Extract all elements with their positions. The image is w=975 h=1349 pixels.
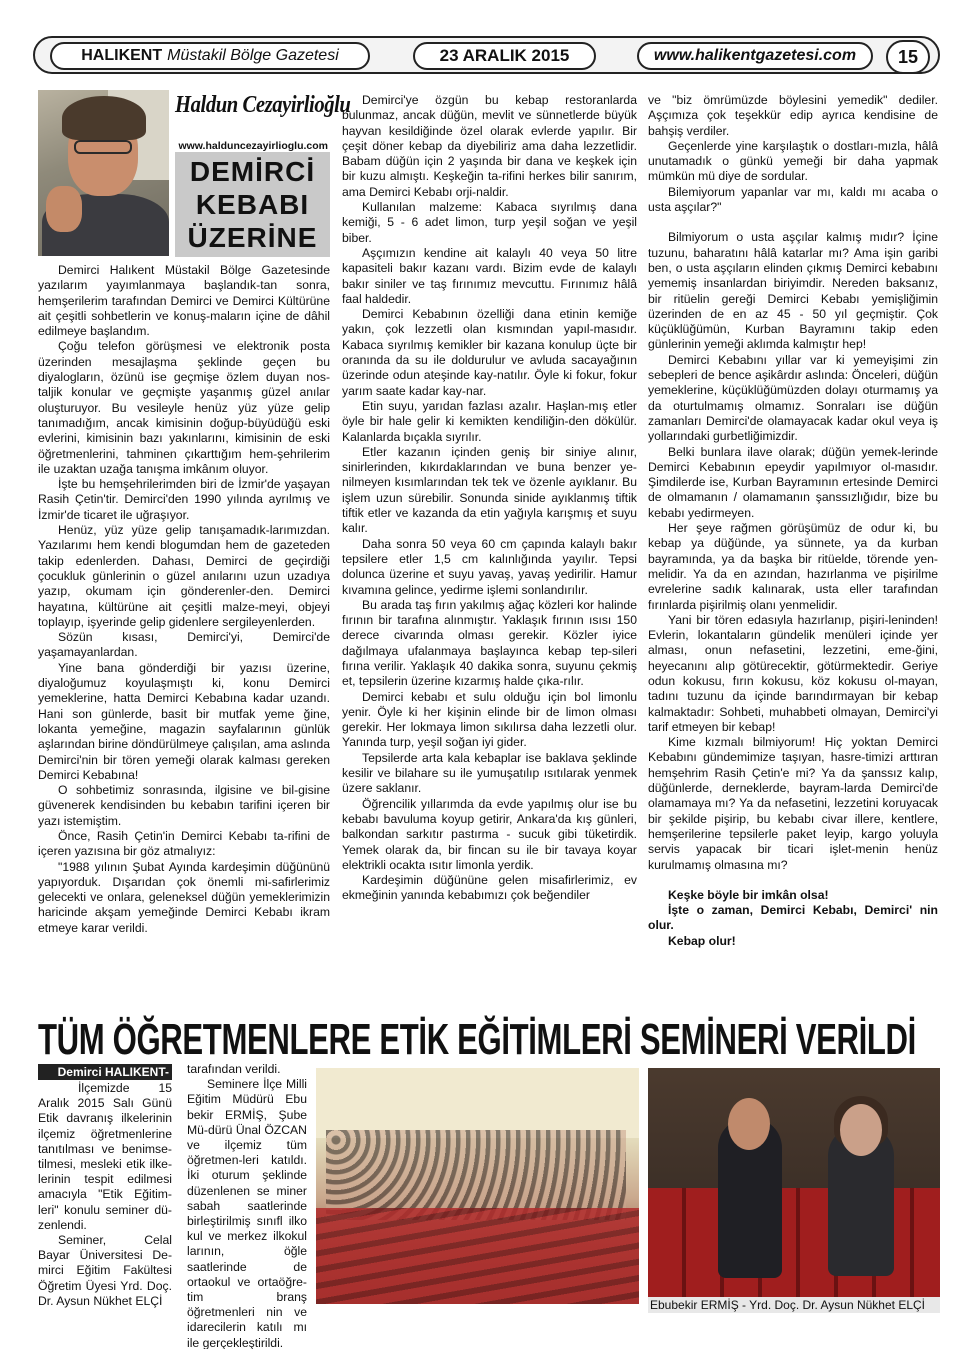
- paragraph: "1988 yılının Şubat Ayında kardeşimin düğününü yapıyorduk. Dışarıdan çok önemli mi-safirlerimiz gelecekti ve onlara, geleneksel düğün yemeklerimizin haricinde akşam yemeğinde Demirci Kebabı ikram etmeye karar verildi.: [38, 859, 330, 935]
- paragraph: Her şeye rağmen görüşümüz de odur ki, bu kebap ya düğünde, ya sünnete, ya da kurban bayramında, ya da başka bir ritüelde, törende yen-melidir. Ya da en azından, hazırlanma ve pişirilme evrelerine sadık kalınarak, usta eller tarafından fırınlarda pişirilmiş olanı yenmelidir.: [648, 521, 938, 612]
- paragraph: Geçenlerde yine karşılaştık o dostları-mızla, hâlâ unutamadık o günkü yemeği bir daha yapmak mümkün mü diye de sordular.: [648, 138, 938, 184]
- paragraph: Aşçımızın kendine ait kalaylı 40 veya 50 litre kapasiteli bakır kazanı vardı. Bizim evde de kalaylı bakır siniler ve taş fırınımız mevcuttu. Fırınımız hâlâ faal haldedir.: [342, 245, 637, 306]
- paragraph: Demirci Kebabını yıllar var ki yemeyişimi zin sebepleri de bence aşikârdır aslında: Önceleri, düğün yemeklerine, küçüklüğümüzden dolayı oturmamış ya da oturtulmamış olmamız. Sonraları ise düğün zamanları Demirci'de olamayacak kadar okul veya iş yollarındaki gurbetliğimizdir.: [648, 352, 938, 444]
- paragraph: Demirci kebabı et sulu olduğu için bol limonlu yenir. Öyle ki her kişinin elinde bir de limon olması gerekir. Her lokmaya limon sıkılırsa daha lezzetli olur. Yanında turp, yeşil soğan iyi gider.: [342, 689, 637, 750]
- news-column-1: [38, 1081, 172, 1309]
- issue-date: 23 ARALIK 2015: [413, 42, 596, 70]
- paragraph: Belki bunlara ilave olarak; düğün yemek-lerinde Demirci Kebabının epeydir yapılmıyor ol-masıdır. Şimdilerde ise, Kurban Bayramının ertesinde Demirci de olmamanın / olamamanın şanssızlığıdır, bize bu kebabı yedirmeyen.: [648, 444, 938, 520]
- news-headline: TÜM ÖĞRETMENLERE ETİK EĞİTİMLERİ SEMİNERİ VERİLDİ: [38, 1015, 916, 1064]
- article-column-3: [648, 93, 938, 949]
- paragraph: Öğrencilik yıllarımda da evde yapılmış olur ise bu kebabı bavuluma koyup getirir, Ankara'da kış günleri, balkondan sarkıtır pastırma - sucuk gibi tüketirdik. Yemek olarak da, bir fincan su ile bir tavaya koyar elektrikli ocakta ısıtır limonla yerdik.: [342, 796, 637, 872]
- author-name: Haldun Cezayirlioğlu: [175, 92, 351, 118]
- paragraph: Seminere İlçe Milli Eğitim Müdürü Ebu bekir ERMİŞ, Şube Mü-dürü Ünal ÖZCAN ve ilçemiz tüm öğretmen-leri katıldı. İki oturum şeklinde düzenlenen se miner sabah saatlerinde birleştirilmiş sınıfl ilko kul ve merkez ilkokul larının, öğle saatlerinde de ortaokul ve ortaöğre-tim branş öğretmenleri nin ve idarecilerin katılı mı ile gerçekleştirildi.: [187, 1077, 307, 1349]
- officials-photo: [648, 1068, 940, 1308]
- newspaper-website: www.halikentgazetesi.com: [637, 42, 873, 70]
- paragraph: Kullanılan malzeme: Kabaca sıyrılmış dana kemiği, 5 - 6 adet limon, turp yeşil soğan ve yeşil biber.: [342, 200, 637, 245]
- page-number: 15: [886, 40, 930, 74]
- paragraph: Kime kızmalı bilmiyorum! Hiç yoktan Demirci Kebabını gündemimize taşıyan, hasre-timizi arttıran hemşehrim Rasih Çetin'e mi? Ya da şanssız kalıp, düğünlerde, derneklerde, bayram-larda Demirci'de olamamaya mı? Ya da nefasetini, lezzetini koruyacak bir şekilde pişirip, bu kebabı civar illere, kentlere, hemşerilerine tepsilerle paket leyip, kargo yoluyla servis yapacak bir ticari işlet-menin henüz kurulmamış olmasına mı?: [648, 735, 938, 872]
- paragraph: Sözün kısası, Demirci'yi, Demirci'de yaşamayanlardan.: [38, 630, 330, 660]
- paragraph: Etin suyu, yarıdan fazlası azalır. Haşlan-mış etler öyle bir hale gelir ki kemikten kendiliğin-den dökülür. Kalanlarda bıçakla sıyrılır.: [342, 398, 637, 444]
- paragraph: Bilemiyorum yapanlar var mı, kaldı mı acaba o usta aşçılar?": [648, 184, 938, 215]
- paragraph: Kardeşimin düğününe gelen misafirlerimiz, ev ekmeğinin yanında kebabımızı çok beğendiler: [342, 873, 637, 903]
- paragraph: Daha sonra 50 veya 60 cm çapında kalaylı bakır tepsilere etler 1,5 cm kalınlığında yayılır. Tepsi dolunca üzerine et suyu yavaş, yavaş yedirilir. Hamur kıvamına gelince, yedirme işlemi sonlandırılır.: [342, 536, 637, 597]
- author-website: www.halduncezayirlioglu.com: [178, 140, 328, 152]
- paragraph: Tepsilerde arta kala kebaplar ise baklava şeklinde kesilir ve bilahare su ile yumuşatılıp ısıtılarak yenmek üzere saklanır.: [342, 750, 637, 796]
- paragraph: Demirci Halıkent Müstakil Bölge Gazetesinde yazılarım yayımlanmaya başlandık-tan sonra, hemşerilerim tarafından Demirci ve Demirci Kültürüne ait çeşitli sohbetlerin ve konuş-maların içine de dâhil edilmeye başlandım.: [38, 263, 330, 339]
- news-column-2: [187, 1062, 307, 1349]
- paragraph: İşte bu hemşehrilerimden biri de İzmir'de yaşayan Rasih Çetin'tir. Demirci'den 1990 yılında ayrılmış ve İzmir'de ticaret ile uğraşıyor.: [38, 477, 330, 522]
- newspaper-name: HALIKENT: [81, 47, 163, 64]
- closing-line: İşte o zaman, Demirci Kebabı, Demirci' nin olur.: [648, 903, 938, 933]
- paragraph: Yine bana gönderdiği bir yazısı üzerine, diyaloğumuz koyulaşmıştı ki, konu Demirci yemeklerine, hatta Demirci Kebabına kadar uzandı. Hani son günlerde, basit bir mutfak yeme ğine, lokanta yemeğine, magazin sayfalarının günlük aşlarından birine döndürülmeye çalışılan, ama aslında Demirci'nin bir tören yemeği olarak kalması gereken Demirci Kebabına!: [38, 660, 330, 782]
- paragraph: Henüz, yüz yüze gelip tanışamadık-larımızdan. Yazılarımı hem kendi blogumdan hem de gazeteden takip edenlerden. Dahası, Demirci de geçirdiği çocukluk günlerinin o güzel anılarını uzun uzadıya yazıp, okumam için gönderenler-den. Demirci hayatına, kültürüne ait çeşitli malze-meyi, objeyi toplayıp, işyerinde gelip gidenlere sergileyenlerden.: [38, 523, 330, 629]
- paragraph: Yani bir tören edasıyla hazırlanıp, pişiri-leninden! Evlerin, lokantaların gündelik menüleri içinde yer alması, onun nefasetini, lezzetini, eme-ğini, heyecanını alıp götürecektir, götürmektedir. Geriye odun kokusu, fırın kokusu, köz kokusu ol-mayan, tadını tuzunu da içinde barındırmayan bir kebap kalmaktadır: Sohbeti, muhabbeti olmayan, Demirci'yi tarif etmeyen bir kebap!: [648, 612, 938, 734]
- paragraph: ve "biz ömrümüzde böylesini yemedik" dediler. Aşçımıza çok teşekkür edip ayrıca kendisine de bahşiş verdiler.: [648, 93, 938, 138]
- paragraph: Bu arada taş fırın yakılmış ağaç közleri kor halinde fırının bir tarafına alınmıştır. Yaklaşık fırının ısısı 150 derece civarında olması gerekir. Közler iyice dağılmaya ufalanmaya başlayınca kebap tep-sileri fırına verilir. Yaklaşık 40 dakika sonra, suyunu çekmiş et, tepsilerin üzerine kızarmış halde çıka-rılır.: [342, 597, 637, 689]
- author-photo: [38, 90, 169, 256]
- paragraph: İlçemizde 15 Aralık 2015 Salı Günü Etik davranış ilkelerinin ilçemiz öğretmenlerine tanıtılması ve benimse-tilmesi, mesleki etik ilke-lerinin tespit edilmesi amacıyla "Etik Eğitim-leri" konulu seminer dü-zenlendi.: [38, 1081, 172, 1232]
- article-title-line: DEMİRCİ: [189, 156, 316, 187]
- paragraph: tarafından verildi.: [187, 1062, 281, 1076]
- closing-line: Kebap olur!: [668, 933, 736, 948]
- article-title-line: ÜZERİNE: [187, 222, 318, 253]
- newspaper-subtitle: Müstakil Bölge Gazetesi: [167, 47, 339, 64]
- paragraph: Seminer, Celal Bayar Üniversitesi De-mirci Eğitim Fakültesi Öğretim Üyesi Yrd. Doç. Dr. Aysun Nükhet ELÇİ: [38, 1233, 172, 1308]
- seminar-audience-photo: [316, 1068, 639, 1304]
- closing-line: Keşke böyle bir imkân olsa!: [668, 887, 829, 902]
- paragraph: Etler kazanın içinden geniş bir siniye alınır, sinirlerinden, kıkırdaklarından ve buna benzer ye-nilmeyen kısımlarından tek tek ve özenle ayıklanır. Bu işlem uzun sürebilir. Sonunda sinide ayıklanmış tiftik tiftik etler ve kazanda da etin yağıyla karışmış et suyu kalır.: [342, 444, 637, 536]
- paragraph: Önce, Rasih Çetin'in Demirci Kebabı ta-rifini de içeren yazısına bir göz atmalıyız:: [38, 828, 330, 859]
- photo-caption: Ebubekir ERMİŞ - Yrd. Doç. Dr. Aysun Nükhet ELÇİ: [648, 1297, 940, 1313]
- newspaper-name-badge: [50, 42, 370, 70]
- article-column-2: [342, 93, 637, 904]
- news-source-label: Demirci HALIKENT-: [38, 1064, 172, 1080]
- article-column-1: [38, 263, 330, 936]
- article-title: [175, 152, 330, 257]
- paragraph: Demirci'ye özgün bu kebap restoranlarda bulunmaz, ancak düğün, mevlit ve sünnetlerde büyük hayvan kesildiğinde özel olarak evlerde yapılır. Bir çeşit döner kebap da diyebiliriz ama daha lezzetlidir. Babam düğün için 2 yaşında bir dana ve keşkek için bir kuzu almıştı. Keşkeğin ta-rifini herkes bilir sanırım, ama Demirci Kebabı orji-naldir.: [342, 93, 637, 199]
- paragraph: O sohbetimiz sonrasında, ilgisine ve bil-gisine güvenerek kendisinden bu kebabın tarifini içeren bir yazı istemiştim.: [38, 783, 330, 828]
- paragraph: Demirci Kebabının özelliği dana etinin kemiğe yakın, çok lezzetli olan kısmından yapıl-masıdır. Kabaca sıyrılmış kemikler bir kazana konulup üçte bir oranında da su ile doldurulur ve avluda sacayağının üzerinde odun ateşinde kay-natılır. Öyle ki fokur, fokur yarım saate kadar kay-nar.: [342, 307, 637, 398]
- article-title-line: KEBABI: [195, 189, 310, 220]
- paragraph: Çoğu telefon görüşmesi ve elektronik posta üzerinden mesajlaşma şeklinde geçen bu diyalogların, özünü ise geçmişe özlem duyan nos-taljik konular ve geçmişte yaşanmış güzel anılar oluşturuyor. Bu vesileyle henüz yüz yüze gelip tanımadığım, ancak kimisinin doğup-büyüdüğü eski evlerini, kimisinin bazı yakınlarını, kimisinin de eski öğretmenlerini, tahminen çıkarttığım hem-şehrilerim ile uzaktan uzağa tanışma imkânım oluyor.: [38, 339, 330, 476]
- paragraph: Bilmiyorum o usta aşçılar kalmış mıdır? İçine tuzunu, baharatını hâlâ katarlar mı? Ama işin garibi ben, o usta aşçıların elinden çıkmış Demirci kebabını yememiş insanlardan biriyimdir. Nereden baksanız, bir ritüelin gereği Demirci Kebabı yemişliğimin üzerinden de en az 45 - 50 yıl geçmiştir. Çok küçüklüğümün, Kurban Bayramını takip eden günlerinin yemeği aklımda kalmıştır hep!: [648, 230, 938, 352]
